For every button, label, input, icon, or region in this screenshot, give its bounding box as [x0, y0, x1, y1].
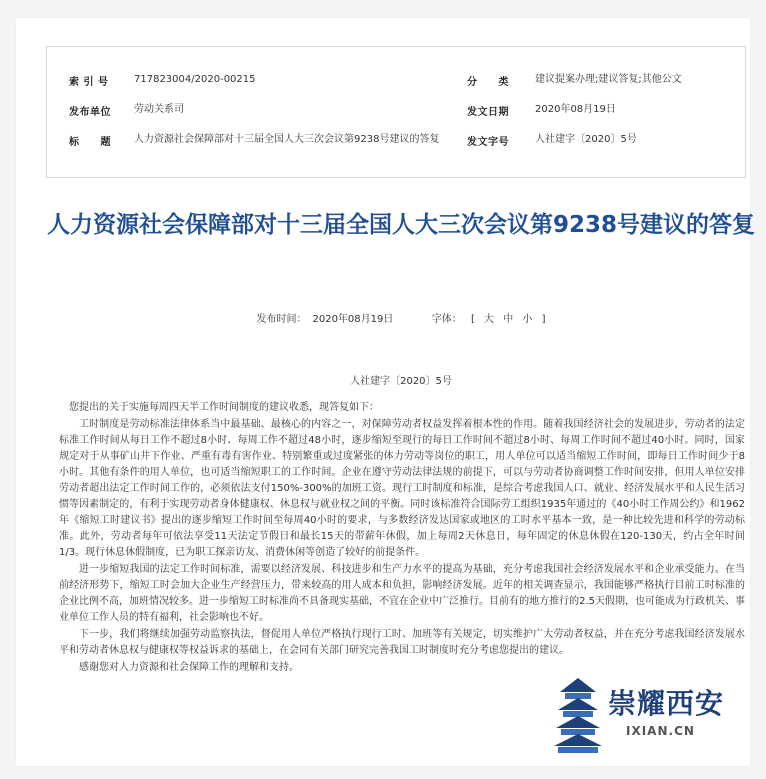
- category-label: 分 类: [467, 77, 509, 88]
- issue-date-value: 2020年08月19日: [535, 104, 616, 115]
- paragraph: 下一步，我们将继续加强劳动监察执法，督促用人单位严格执行现行工时、加班等有关规定，切实维护广大劳动者权益，并在充分考虑我国经济发展水平和劳动者休息权与健康权等权益诉求的基础上，在会同有关部门研究完善我国工时制度时充分考虑您提出的建议。: [59, 629, 745, 656]
- index-value: 717823004/2020-00215: [134, 74, 256, 85]
- font-size-close-bracket: ]: [541, 314, 546, 325]
- article-title: 人力资源社会保障部对十三届全国人大三次会议第9238号建议的答复: [46, 212, 755, 238]
- font-size-label: 字体：: [431, 314, 462, 325]
- watermark-brand-cn: 崇耀西安: [608, 687, 725, 720]
- issuer-label: 发布单位: [69, 107, 111, 118]
- font-small-button[interactable]: 小: [522, 314, 533, 325]
- paragraph: 进一步缩短我国的法定工作时间标准，需要以经济发展、科技进步和生产力水平的提高为基础，充分考虑我国社会经济发展水平和企业承受能力。在当前经济形势下，缩短工时会加大企业生产经营压力，带来较高的用人成本和负担，影响经济发展。近年的相关调查显示，我国能够严格执行目前工时标准的企业比例不高，加班情况较多。进一步缩短工时标准尚不具备现实基础，不宜在企业中广泛推行。目前有的地方推行的2.5天假期，也可能成为行政机关、事业单位工作人员的特有福利，社会影响也不好。: [59, 564, 745, 623]
- font-size-open-bracket: [: [470, 314, 475, 325]
- pagoda-logo-icon: [552, 676, 604, 754]
- subject-value: 人力资源社会保障部对十三届全国人大三次会议第9238号建议的答复: [134, 134, 440, 145]
- paragraph: 工时制度是劳动标准法律体系当中最基础、最核心的内容之一，对保障劳动者权益发挥着根本性的作用。随着我国经济社会的发展进步，劳动者的法定标准工作时间从每日工作不超过8小时、每周工作不超过48小时，逐步缩短至现行的每日工作时间不超过8小时、每周工作时间不超过40小时。同时，国家规定对于从事矿山井下作业、严重有毒有害作业、特别繁重或过度紧张的体力劳动等岗位的职工，用人单位可以适当缩短工作时间，即每日工作时间少于8小时。其他有条件的用人单位，也可适当缩短职工的工作时间。企业在遵守劳动法律法规的前提下，可以与劳动者协商调整工作时间安排，但用人单位安排劳动者超出法定工作时间工作的，必须依法支付150%-300%的加班工资。现行工时制度和标准，是综合考虑我国人口、就业、经济发展水平和人民生活习惯等因素制定的，有利于实现劳动者身体健康权、休息权与就业权之间的平衡。同时该标准符合国际劳工组织1935年通过的《40小时工作周公约》和1962年《缩短工时建议书》提出的逐步缩短工作时间至每周40小时的要求，与多数经济发达国家或地区的工时水平基本一致，是一种比较先进和科学的劳动标准。此外，劳动者每年可依法享受11天法定节假日和最长15天的带薪年休假，加上每周2天休息日，每年固定的休息休假在120-130天，约占全年时间1/3。现行休息休假制度，已为职工探亲访友、消费休闲等创造了较好的前提条件。: [59, 419, 745, 558]
- article-body: [59, 400, 745, 677]
- document-page: [16, 18, 755, 766]
- font-medium-button[interactable]: 中: [503, 314, 514, 325]
- watermark-brand-en: IXIAN.CN: [626, 724, 695, 738]
- doc-no-value: 人社建字〔2020〕5号: [535, 134, 637, 145]
- publish-time: 2020年08月19日: [312, 314, 394, 325]
- subject-label: 标 题: [69, 137, 111, 148]
- metadata-table: [46, 46, 746, 178]
- document-number: 人社建字〔2020〕5号: [350, 376, 452, 387]
- watermark: [552, 674, 748, 756]
- category-value: 建议提案办理;建议答复;其他公文: [535, 74, 682, 85]
- issuer-value: 劳动关系司: [134, 104, 184, 115]
- paragraph-greeting: 您提出的关于实施每周四天半工作时间制度的建议收悉，现答复如下：: [69, 402, 379, 413]
- font-large-button[interactable]: 大: [484, 314, 495, 325]
- doc-no-label: 发文字号: [467, 137, 509, 148]
- publish-time-label: 发布时间：: [256, 314, 307, 325]
- index-label: 索 引 号: [69, 77, 109, 88]
- issue-date-label: 发文日期: [467, 107, 509, 118]
- publish-info: [46, 310, 756, 325]
- paragraph: 感谢您对人力资源和社会保障工作的理解和支持。: [79, 662, 299, 673]
